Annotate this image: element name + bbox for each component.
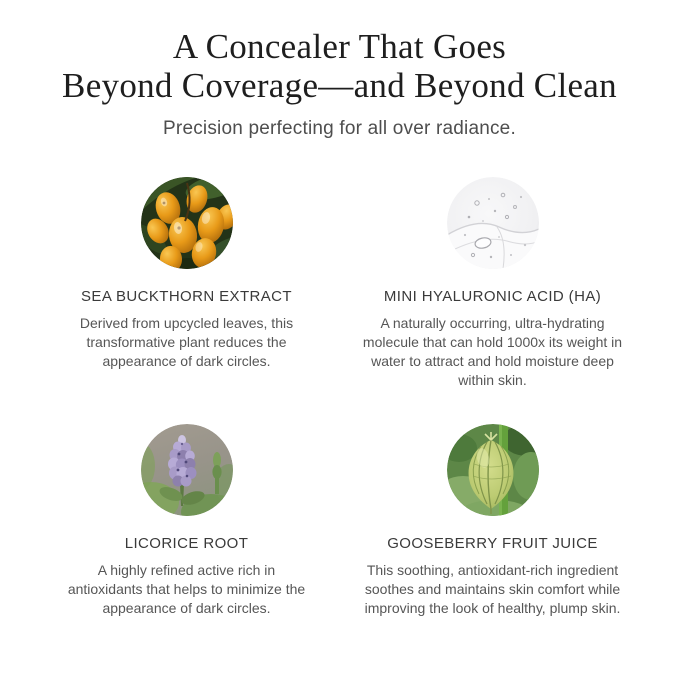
ingredient-description: A naturally occurring, ultra-hydrating molecule that can hold 1000x its weight in water to attract and hold moisture deep within skin. — [362, 315, 623, 388]
ingredient-grid — [34, 177, 646, 618]
ingredient-name: MINI HYALURONIC ACID (HA) — [383, 288, 602, 305]
sea-buckthorn-berries-photo — [141, 177, 233, 269]
page-title — [0, 27, 679, 105]
title-line-1: A Concealer That Goes — [172, 27, 507, 66]
ingredient-card-licorice-root — [34, 424, 340, 618]
ingredient-card-gooseberry — [340, 424, 646, 618]
ingredient-name: GOOSEBERRY FRUIT JUICE — [387, 535, 598, 552]
ingredient-description: Derived from upcycled leaves, this transformative plant reduces the appearance of dark circles. — [79, 315, 294, 369]
header — [0, 0, 679, 140]
gooseberry-husk-photo — [447, 424, 539, 516]
title-line-2: Beyond Coverage—and Beyond Clean — [62, 66, 617, 105]
ingredient-card-sea-buckthorn — [34, 177, 340, 371]
ingredient-card-hyaluronic-acid — [340, 177, 646, 390]
licorice-flower-photo — [141, 424, 233, 516]
clear-gel-bubbles-photo — [447, 177, 539, 269]
ingredient-description: A highly refined active rich in antioxidants that helps to minimize the appearance of dark circles. — [67, 562, 306, 616]
ingredient-description: This soothing, antioxidant-rich ingredient soothes and maintains skin comfort while improving the look of healthy, plump skin. — [364, 562, 621, 616]
ingredient-name: LICORICE ROOT — [124, 535, 249, 552]
page-subtitle: Precision perfecting for all over radiance. — [163, 118, 516, 139]
ingredient-name: SEA BUCKTHORN EXTRACT — [81, 288, 292, 305]
